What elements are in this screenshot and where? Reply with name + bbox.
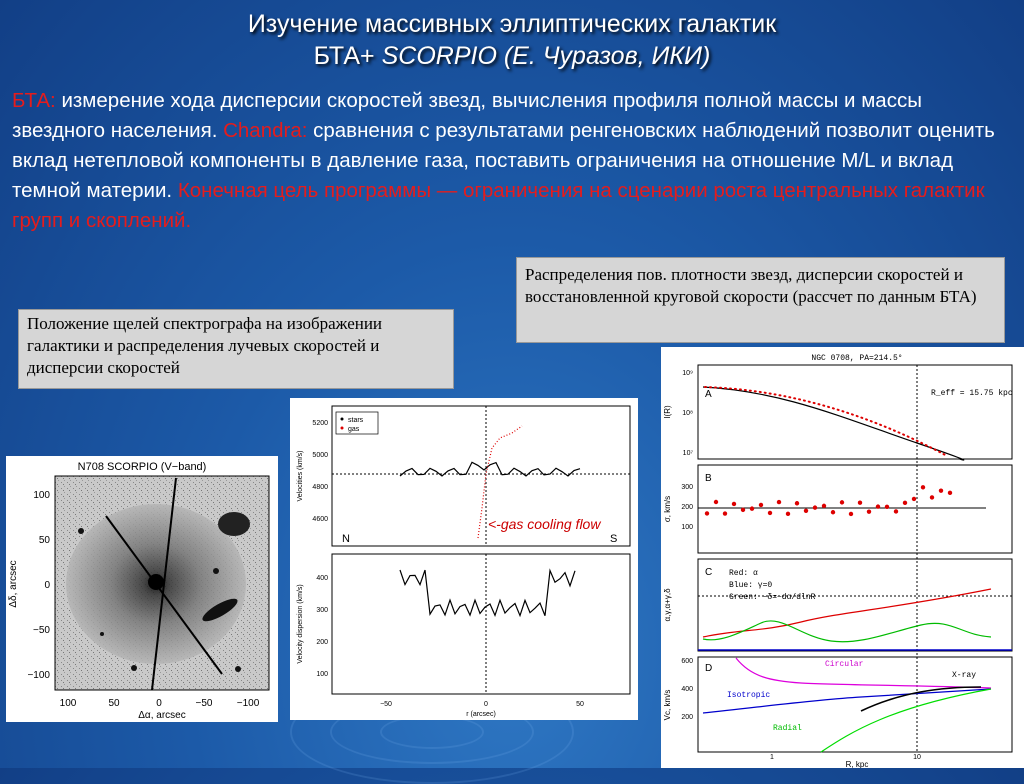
sigma-point xyxy=(795,501,799,505)
x-tick-label: −50 xyxy=(380,701,392,708)
sigma-point xyxy=(768,511,772,515)
title-prefix: БТА+ xyxy=(313,42,382,70)
sigma-point xyxy=(858,501,862,505)
galaxy-image-panel xyxy=(6,456,278,722)
panel-b-points xyxy=(705,485,952,516)
sigma-point xyxy=(921,485,925,489)
panel-d-ylabel: Vc, km/s xyxy=(663,689,672,721)
slide-title xyxy=(0,8,1024,72)
profile-xlabel: R, kpc xyxy=(845,760,869,768)
circular-label: Circular xyxy=(825,660,864,669)
velocity-svg xyxy=(290,398,638,720)
sigma-point xyxy=(849,512,853,516)
sigma-point xyxy=(894,509,898,513)
sigma-point xyxy=(867,509,871,513)
panel-a-ylabel: I(R) xyxy=(663,405,672,419)
dispersion-curve xyxy=(400,570,575,616)
y-tick-label: 10⁷ xyxy=(682,450,693,457)
star xyxy=(100,632,104,636)
legend-gas-marker xyxy=(341,427,344,430)
intro-paragraph xyxy=(12,86,1016,236)
sigma-point xyxy=(714,500,718,504)
legend-gas: gas xyxy=(348,426,360,433)
x-tick-label: 10 xyxy=(913,754,921,761)
star xyxy=(78,528,84,534)
image-y-ticks xyxy=(27,490,50,681)
image-xlabel: Δα, arcsec xyxy=(138,710,186,721)
bottom-y-ticks xyxy=(316,575,328,678)
y-tick-label: 100 xyxy=(33,490,50,501)
title-italic: SCORPIO (Е. Чуразов, ИКИ) xyxy=(381,42,711,70)
y-tick-label: 400 xyxy=(681,686,693,693)
gas-cooling-annotation: <-gas cooling flow xyxy=(488,516,601,532)
caption-right: Распределения пов. плотности звезд, дисперсии скоростей и восстановленной круговой скорости (рассчет по данным БТА) xyxy=(516,257,1005,343)
x-tick-label: 50 xyxy=(108,698,120,709)
sigma-point xyxy=(912,497,916,501)
y-tick-label: 5200 xyxy=(312,420,328,427)
sigma-point xyxy=(813,505,817,509)
star xyxy=(131,665,137,671)
companion-galaxy xyxy=(218,512,250,536)
sigma-point xyxy=(732,502,736,506)
y-tick-label: 50 xyxy=(38,535,50,546)
sigma-point xyxy=(723,511,727,515)
panel-b-frame xyxy=(698,465,1012,553)
sigma-point xyxy=(948,491,952,495)
panel-b-label: B xyxy=(705,473,712,484)
profile-header: NGC 0708, PA=214.5° xyxy=(811,354,903,363)
chandra-label: Chandra: xyxy=(223,119,308,142)
sigma-point xyxy=(930,495,934,499)
bottom-ylabel: Velocity dispersion (km/s) xyxy=(297,584,304,664)
sigma-point xyxy=(741,508,745,512)
panel-c-red: Red: α xyxy=(729,569,758,578)
panel-a-label: A xyxy=(705,389,712,400)
x-tick-label: −50 xyxy=(195,698,213,709)
sigma-point xyxy=(840,500,844,504)
sigma-point xyxy=(939,488,943,492)
x-tick-label: 0 xyxy=(156,698,162,709)
title-line-2 xyxy=(0,40,1024,72)
isotropic-label: Isotropic xyxy=(727,691,771,700)
y-tick-label: −100 xyxy=(27,670,50,681)
image-title: N708 SCORPIO (V−band) xyxy=(77,461,207,473)
bta-label: БТА: xyxy=(12,89,56,112)
north-label: N xyxy=(342,533,350,545)
y-tick-label: 300 xyxy=(681,484,693,491)
radial-label: Radial xyxy=(773,724,802,733)
sigma-point xyxy=(831,510,835,514)
y-tick-label: 5000 xyxy=(312,452,328,459)
x-tick-label: 50 xyxy=(576,701,584,708)
profile-svg xyxy=(661,347,1024,768)
velocity-panel xyxy=(290,398,638,720)
background-ripple xyxy=(380,715,484,749)
image-x-ticks xyxy=(60,698,260,709)
x-tick-label: 100 xyxy=(59,698,77,709)
panel-c-label: C xyxy=(705,567,713,578)
legend-stars: stars xyxy=(348,417,364,424)
dispersion-frame xyxy=(332,554,630,694)
sigma-point xyxy=(822,504,826,508)
top-y-ticks xyxy=(312,420,328,523)
reff-label: R_eff = 15.75 kpc xyxy=(931,389,1013,398)
panel-c-blue: Blue: γ=0 xyxy=(729,581,773,590)
y-tick-label: 200 xyxy=(316,639,328,646)
sigma-point xyxy=(786,512,790,516)
panel-a-fit xyxy=(703,387,964,460)
panel-a-frame xyxy=(698,365,1012,459)
x-ticks xyxy=(380,701,584,708)
goal-text: Конечная цель программы — ограничения на сценарии роста центральных галактик групп и скоплений. xyxy=(12,179,985,232)
y-tick-label: 4800 xyxy=(312,484,328,491)
panel-d-label: D xyxy=(705,663,713,674)
panel-c-green: Green: −δ=−dα/dlnR xyxy=(729,593,816,602)
y-tick-label: 200 xyxy=(681,504,693,511)
velocity-xlabel: r (arcsec) xyxy=(466,711,496,718)
panel-d-y-ticks xyxy=(681,658,693,721)
x-tick-label: 0 xyxy=(484,701,488,708)
top-ylabel: Velocities (km/s) xyxy=(297,450,304,502)
bta-text: измерение хода дисперсии скоростей звезд, вычисления профиля полной массы и массы звездного населения. xyxy=(12,89,922,142)
panel-a-y-ticks xyxy=(682,370,693,457)
sigma-point xyxy=(759,503,763,507)
y-tick-label: −50 xyxy=(33,625,50,636)
panel-c-ylabel: α,γ,α+γ,δ xyxy=(663,588,672,622)
title-line-1: Изучение массивных эллиптических галактик xyxy=(247,10,777,38)
y-tick-label: 200 xyxy=(681,714,693,721)
panel-b-ylabel: σ, km/s xyxy=(663,495,672,523)
sigma-point xyxy=(876,504,880,508)
sigma-point xyxy=(885,505,889,509)
sigma-point xyxy=(903,501,907,505)
y-tick-label: 100 xyxy=(316,671,328,678)
profile-panel xyxy=(661,347,1024,768)
x-tick-label: −100 xyxy=(236,698,260,709)
y-tick-label: 300 xyxy=(316,607,328,614)
caption-left: Положение щелей спектрографа на изображении галактики и распределения лучевых скоростей и дисперсии скоростей xyxy=(18,309,454,389)
sigma-point xyxy=(705,511,709,515)
y-tick-label: 4600 xyxy=(312,516,328,523)
y-tick-label: 400 xyxy=(316,575,328,582)
y-tick-label: 0 xyxy=(44,580,50,591)
south-label: S xyxy=(610,533,618,545)
galaxy-image-svg xyxy=(6,456,278,722)
x-tick-label: 1 xyxy=(770,754,774,761)
panel-a-points xyxy=(705,387,945,455)
chandra-text: сравнения с результатами ренгеновских наблюдений позволит оценить вклад нетепловой компоненты в давление газа, поставить ограничения на отношение M/L и вклад темной материи. xyxy=(12,119,995,202)
panel-b-y-ticks xyxy=(681,484,693,531)
y-tick-label: 10⁹ xyxy=(682,370,693,377)
y-tick-label: 10⁸ xyxy=(682,410,693,417)
y-tick-label: 600 xyxy=(681,658,693,665)
y-tick-label: 100 xyxy=(681,524,693,531)
sigma-point xyxy=(750,506,754,510)
legend-stars-marker xyxy=(341,418,344,421)
sigma-point xyxy=(804,509,808,513)
xray-label: X-ray xyxy=(952,671,977,680)
sigma-point xyxy=(777,500,781,504)
image-ylabel: Δδ, arcsec xyxy=(8,560,19,608)
star xyxy=(235,666,241,672)
star xyxy=(213,568,219,574)
